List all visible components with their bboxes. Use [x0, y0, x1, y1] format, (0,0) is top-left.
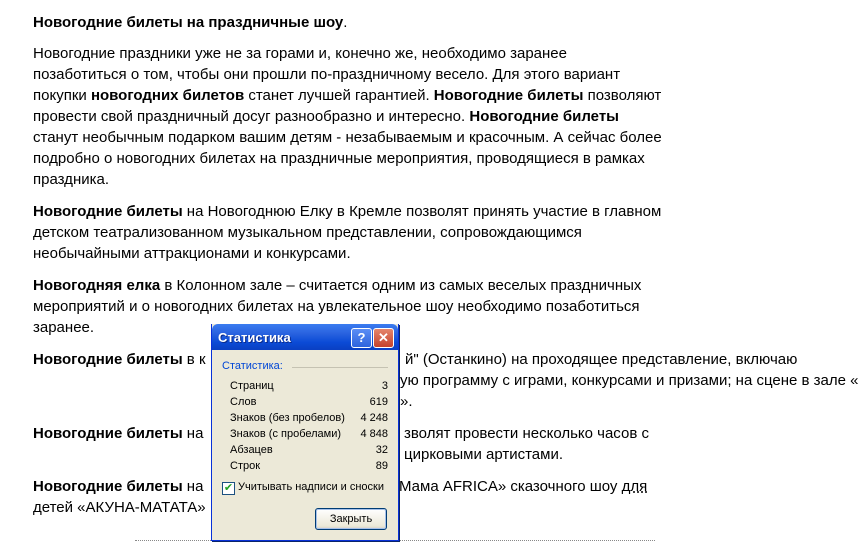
p4-text-3: ую программу с играми, конкурсами и призами; на сцене в зале «	[400, 372, 858, 389]
include-footnotes-label[interactable]: Учитывать надписи и сноски	[238, 481, 384, 493]
stat-label: Абзацев	[230, 444, 273, 456]
dialog-title: Статистика	[218, 330, 291, 345]
p4-bold-1: Новогодние билеты	[33, 351, 183, 368]
p3-text-1: в Колонном зале – считается одним из самых веселых праздничных мероприятий и о новогодних билетах на увлекательное шоу необходимо позаботиться заранее.	[33, 277, 642, 336]
close-button[interactable]: Закрыть	[315, 508, 387, 530]
p1-text-3: позволяют провести свой праздничный досуг разнообразно и интересно.	[33, 87, 662, 125]
stat-label: Страниц	[230, 380, 274, 392]
p1-bold-3: Новогодние билеты	[469, 108, 619, 125]
stat-value: 4 848	[360, 428, 388, 440]
dialog-titlebar[interactable]	[212, 324, 398, 350]
p1-text-1: Новогодние праздники уже не за горами и, конечно же, необходимо заранее позаботиться о том, чтобы они прошли по-праздничному весело. Для этого вариант покупки	[33, 45, 621, 104]
p1-bold-2: Новогодние билеты	[433, 87, 584, 104]
stat-value: 32	[375, 444, 388, 456]
stat-row	[230, 458, 388, 474]
p6-bold-1: Новогодние билеты	[33, 478, 183, 495]
p5-bold-1: Новогодние билеты	[33, 425, 183, 442]
p3-bold-1: Новогодняя елка	[33, 277, 161, 294]
p6-text-2: Мама AFRICA» сказочного шоу	[399, 478, 622, 495]
stat-value: 89	[375, 460, 388, 472]
heading-end: .	[343, 14, 348, 31]
stat-row	[230, 410, 388, 426]
p6-text-3: для	[621, 478, 648, 495]
p6-text-1: на	[182, 478, 204, 495]
statistics-dialog	[211, 324, 399, 541]
stat-label: Слов	[230, 396, 257, 408]
help-icon: ?	[357, 330, 366, 345]
document-heading	[33, 12, 663, 33]
p4-text-2: й" (Останкино) на проходящее представление, включаю	[405, 351, 798, 368]
stat-label: Строк	[230, 460, 261, 472]
close-icon: ✕	[378, 330, 389, 345]
p4-text-4: ».	[400, 393, 413, 410]
p1-text-2: станет лучшей гарантией.	[244, 87, 434, 104]
title-close-button[interactable]	[373, 328, 394, 348]
stat-row	[230, 442, 388, 458]
include-footnotes-checkbox[interactable]	[222, 482, 235, 495]
stat-value: 619	[369, 396, 388, 408]
stat-label: Знаков (без пробелов)	[230, 412, 345, 424]
p2-text-1: на Новогоднюю Елку в Кремле позволят принять участие в главном детском театрализованном музыкальном представлении, сопровождающимся необычайными аттракционами и конкурсами.	[33, 203, 662, 262]
p1-text-4: станут необычным подарком вашим детям - незабываемым и красочным. А сейчас более подробно о новогодних билетах на праздничные мероприятия, проводящиеся в рамках праздника.	[33, 129, 662, 188]
stat-value: 4 248	[360, 412, 388, 424]
p4-text-1: в к	[182, 351, 206, 368]
stats-section-label: Статистика:	[222, 360, 283, 372]
stat-row	[230, 394, 388, 410]
stat-value: 3	[381, 380, 388, 392]
heading-bold-text: Новогодние билеты на праздничные шоу	[33, 14, 344, 31]
checkmark-icon: ✔	[223, 482, 234, 494]
stat-row	[230, 426, 388, 442]
paragraph-1	[33, 43, 663, 190]
p2-bold-1: Новогодние билеты	[33, 203, 183, 220]
stat-label: Знаков (с пробелами)	[230, 428, 342, 440]
help-button[interactable]	[351, 328, 372, 348]
p1-bold-1: новогодних билетов	[90, 87, 245, 104]
p5-text-1: на	[182, 425, 204, 442]
paragraph-2	[33, 201, 663, 264]
p6-text-4: детей «АКУНА-МАТАТА»	[33, 499, 206, 516]
p5-text-2: зволят провести несколько часов с цирковыми артистами.	[404, 425, 649, 463]
stats-separator	[292, 367, 388, 368]
stat-row	[230, 378, 388, 394]
